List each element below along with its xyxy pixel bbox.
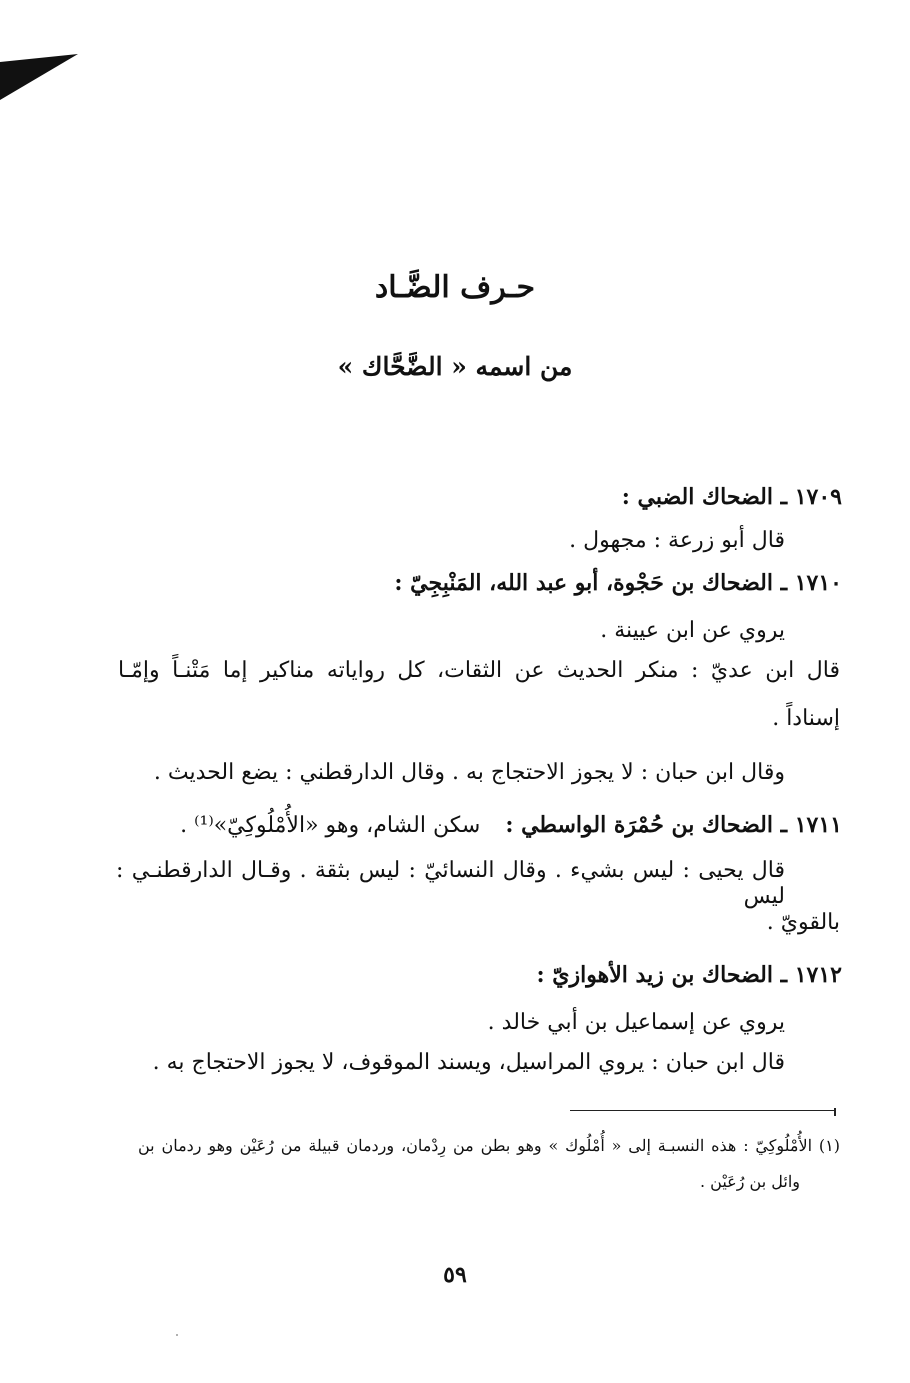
chapter-title: حـرف الضَّـاد <box>374 270 536 305</box>
entry-1710-text-3: إسناداً . <box>772 706 840 731</box>
entry-1709-text-1: قال أبو زرعة : مجهول . <box>569 528 785 553</box>
entry-1710-text-2: قال ابن عديّ : منكر الحديث عن الثقات، كل رواياته مناكير إما مَتْنـاً وإمّـا <box>118 658 840 683</box>
entry-1712-text-2: قال ابن حبان : يروي المراسيل، ويسند الموقوف، لا يجوز الاحتجاج به . <box>152 1050 785 1075</box>
entry-1711-text-2: بالقويّ . <box>766 910 840 935</box>
corner-wedge-mark <box>0 54 80 102</box>
page-number: ٥٩ <box>443 1262 467 1288</box>
entry-1712-text-1: يروي عن إسماعيل بن أبي خالد . <box>487 1010 785 1035</box>
footnote-text-2: وائل بن رُعَيْن . <box>700 1172 800 1191</box>
footnote-text-1: (١) الأُمْلُوكِيّ : هذه النسبـة إلى « أُمْلُوك » وهو بطن من رِدْمان، وردمان قبيلة من رُعَيْن وهو ردمان بن <box>138 1136 840 1155</box>
entry-1710-text-4: وقال ابن حبان : لا يجوز الاحتجاج به . وقال الدارقطني : يضع الحديث . <box>153 760 785 785</box>
footnote-separator <box>570 1110 836 1111</box>
entry-1711-heading: ١٧١١ ـ الضحاك بن حُمْرَة الواسطي : <box>505 812 842 838</box>
entry-1709-heading: ١٧٠٩ ـ الضحاك الضبي : <box>621 484 842 510</box>
section-title: من اسمه « الضَّحَّاك » <box>337 352 573 381</box>
footnote-separator-tick <box>834 1108 836 1116</box>
entry-1711-heading-row <box>180 812 842 839</box>
entry-1710-text-1: يروي عن ابن عيينة . <box>600 618 785 643</box>
entry-1711-text-1: قال يحيى : ليس بشيء . وقال النسائيّ : ليس بثقة . وقـال الدارقطنـي : ليس <box>116 858 785 910</box>
scan-speck <box>176 1334 178 1336</box>
entry-1711-heading-rest: سكن الشام، وهو «الأُمْلُوكِيّ»⁽¹⁾ . <box>180 813 481 838</box>
entry-1710-heading: ١٧١٠ ـ الضحاك بن حَجْوة، أبو عبد الله، المَنْبِجِيّ : <box>394 570 842 596</box>
entry-1712-heading: ١٧١٢ ـ الضحاك بن زيد الأهوازيّ : <box>536 962 842 988</box>
